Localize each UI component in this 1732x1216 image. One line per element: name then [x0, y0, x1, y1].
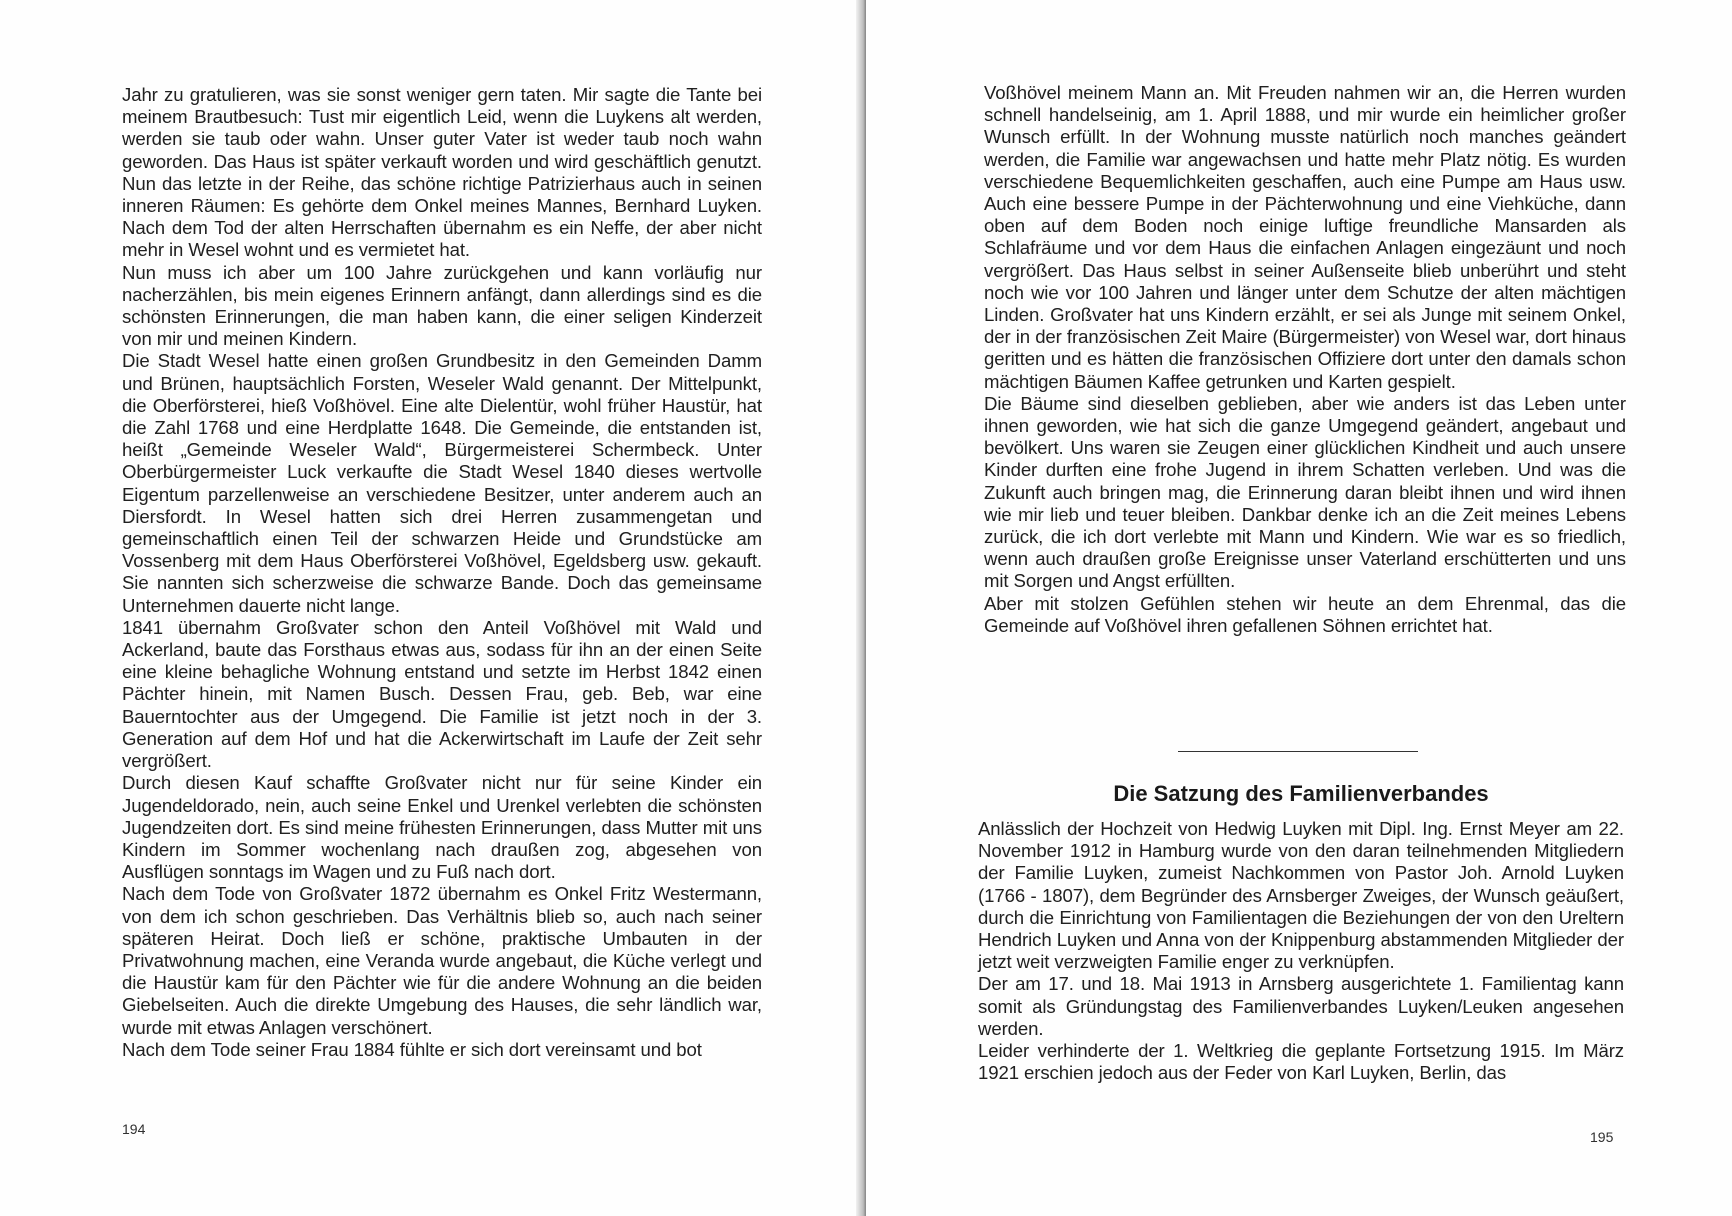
paragraph: Der am 17. und 18. Mai 1913 in Arnsberg ausgerichtete 1. Familientag kann somit als Gründungstag des Familienverbandes Luyken/Leuken angesehen werden. — [978, 973, 1624, 1039]
paragraph: Voßhövel meinem Mann an. Mit Freuden nahmen wir an, die Herren wurden schnell handelseinig, am 1. April 1888, und mir wurde ein heimlicher großer Wunsch erfüllt. In der Wohnung musste natürlich noch manches geändert werden, die Familie war angewachsen und hatte mehr Platz nötig. Es wurden verschiedene Bequemlichkeiten geschaffen, auch eine Pumpe am Haus usw. Auch eine bessere Pumpe in der Pächterwohnung und eine Viehküche, dann oben auf dem Boden noch einige luftige freundliche Mansarden als Schlafräume und vor dem Haus die einfachen Anlagen eingezäunt und noch vergrößert. Das Haus selbst in seiner Außenseite blieb unberührt und steht noch wie vor 100 Jahren und länger unter dem Schutze der alten mächtigen Linden. Großvater hat uns Kindern erzählt, er sei als Junge mit seinem Onkel, der in der französischen Zeit Maire (Bürgermeister) von Wesel war, dort hinaus geritten und es hätten die französischen Offiziere dort unter den damals schon mächtigen Bäumen Kaffee getrunken und Karten gespielt. — [984, 82, 1626, 392]
paragraph: Die Bäume sind dieselben geblieben, aber wie anders ist das Leben unter ihnen geworden, wie hat sich die ganze Umgegend geändert, angebaut und bevölkert. Uns waren sie Zeugen einer glücklichen Kindheit und auch unsere Kinder durften eine frohe Jugend in ihrem Schatten verleben. Und was die Zukunft auch bringen mag, die Erinnerung daran bleibt ihnen und wird ihnen wie mir lieb und teuer bleiben. Dankbar denke ich an die Zeit meines Lebens zurück, die ich dort verlebte mit Mann und Kindern. Wie war es so friedlich, wenn auch draußen große Ereignisse unser Vaterland erschütterten und uns mit Sorgen und Angst erfüllten. — [984, 392, 1626, 592]
page-number-left: 194 — [122, 1121, 146, 1137]
paragraph: Nach dem Tode von Großvater 1872 übernahm es Onkel Fritz Westermann, von dem ich schon geschrieben. Das Verhältnis blieb so, auch nach seiner späteren Heirat. Doch ließ er schöne, praktische Umbauten in der Privatwohnung machen, eine Veranda wurde angebaut, die Küche verlegt und die Haustür kam für den Pächter wie für die andere Wohnung an die beiden Giebelseiten. Auch die direkte Umgebung des Hauses, die sehr ländlich war, wurde mit etwas Anlagen verschönert. — [122, 883, 762, 1038]
right-page-text-bottom — [978, 818, 1624, 1084]
section-divider — [1178, 751, 1418, 752]
paragraph: Anlässlich der Hochzeit von Hedwig Luyken mit Dipl. Ing. Ernst Meyer am 22. November 1912 in Hamburg wurde von den daran teilnehmenden Mitgliedern der Familie Luyken, zumeist Nachkommen von Pastor Joh. Arnold Luyken (1766 - 1807), dem Begründer des Arnsberger Zweiges, der Wunsch geäußert, durch die Einrichtung von Familientagen die Beziehungen der von den Ureltern Hendrich Luyken und Anna von der Knippenburg abstammenden Mitglieder der jetzt weit verzweigten Familie enger zu verknüpfen. — [978, 818, 1624, 973]
paragraph: Nun muss ich aber um 100 Jahre zurückgehen und kann vorläufig nur nacherzählen, bis mein eigenes Erinnern anfängt, dann allerdings sind es die schönsten Erinnerungen, die man haben kann, die einer seligen Kinderzeit von mir und meinen Kindern. — [122, 261, 762, 350]
right-page-text-top — [984, 82, 1626, 637]
paragraph: Die Stadt Wesel hatte einen großen Grundbesitz in den Gemeinden Damm und Brünen, hauptsächlich Forsten, Weseler Wald genannt. Der Mittelpunkt, die Oberförsterei, hieß Voßhövel. Eine alte Dielentür, wohl früher Haustür, hat die Zahl 1768 und eine Herdplatte 1648. Die Gemeinde, die entstanden ist, heißt „Gemeinde Weseler Wald“, Bürgermeisterei Schermbeck. Unter Oberbürgermeister Luck verkaufte die Stadt Wesel 1840 dieses wertvolle Eigentum parzellenweise an verschiedene Besitzer, unter anderem auch an Diersfordt. In Wesel hatten sich drei Herren zusammengetan und gemeinschaftlich einen Teil der schwarzen Heide und Grundstücke am Vossenberg mit dem Haus Oberförsterei Voßhövel, Egeldsberg usw. gekauft. Sie nannten sich scherzweise die schwarze Bande. Doch das gemeinsame Unternehmen dauerte nicht lange. — [122, 350, 762, 616]
paragraph: Nach dem Tode seiner Frau 1884 fühlte er sich dort vereinsamt und bot — [122, 1038, 702, 1060]
paragraph: Durch diesen Kauf schaffte Großvater nicht nur für seine Kinder ein Jugendeldorado, nein, auch seine Enkel und Urenkel verlebten die schönsten Jugendzeiten dort. Es sind meine frühesten Erinnerungen, dass Mutter mit uns Kindern im Sommer wochenlang nach draußen zog, abgesehen von Ausflügen sonntags im Wagen und zu Fuß nach dort. — [122, 772, 762, 883]
section-heading: Die Satzung des Familienverbandes — [1113, 781, 1489, 806]
left-page-text — [122, 84, 762, 1061]
right-page — [866, 0, 1732, 1216]
paragraph: Aber mit stolzen Gefühlen stehen wir heute an dem Ehrenmal, das die Gemeinde auf Voßhövel ihren gefallenen Söhnen errichtet hat. — [984, 592, 1626, 636]
paragraph: Jahr zu gratulieren, was sie sonst weniger gern taten. Mir sagte die Tante bei meinem Brautbesuch: Tust mir eigentlich Leid, wenn die Luykens alt werden, werden sie taub oder wahn. Unser guter Vater ist weder taub noch wahn geworden. Das Haus ist später verkauft worden und wird geschäftlich genutzt. Nun das letzte in der Reihe, das schöne richtige Patrizierhaus auch in seinen inneren Räumen: Es gehörte dem Onkel meines Mannes, Bernhard Luyken. Nach dem Tod der alten Herrschaften übernahm es ein Neffe, der aber nicht mehr in Wesel wohnt und es vermietet hat. — [122, 84, 762, 261]
page-number-right: 195 — [1590, 1129, 1614, 1145]
paragraph: Leider verhinderte der 1. Weltkrieg die geplante Fortsetzung 1915. Im März 1921 erschien jedoch aus der Feder von Karl Luyken, Berlin, das — [978, 1040, 1624, 1084]
paragraph: 1841 übernahm Großvater schon den Anteil Voßhövel mit Wald und Ackerland, baute das Forsthaus etwas aus, sodass für ihn an der einen Seite eine kleine behagliche Wohnung entstand und setzte im Herbst 1842 einen Pächter hinein, mit Namen Busch. Dessen Frau, geb. Beb, war eine Bauerntochter aus der Umgegend. Die Familie ist jetzt noch in der 3. Generation auf dem Hof und hat die Ackerwirtschaft im Laufe der Zeit sehr vergrößert. — [122, 616, 762, 772]
